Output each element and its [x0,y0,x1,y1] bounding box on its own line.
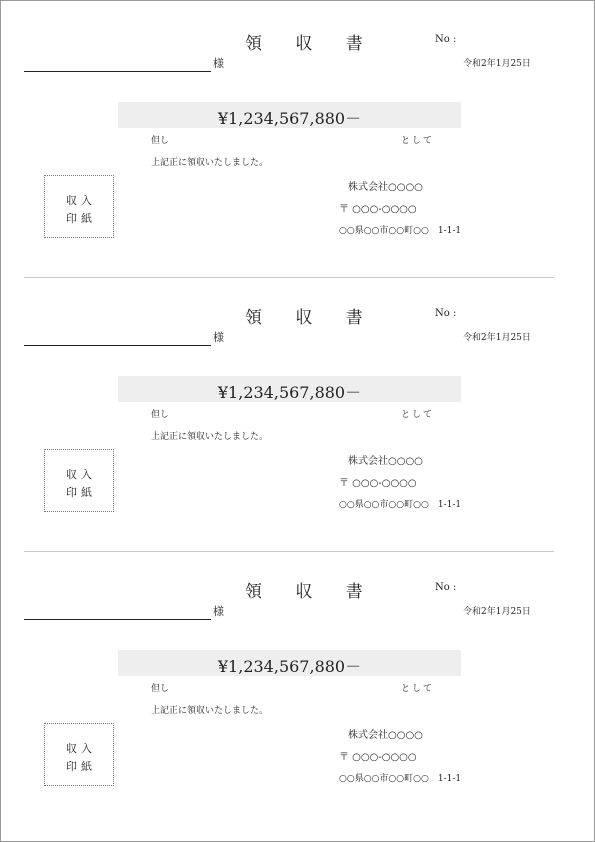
receipt-title: 領 収 書 [245,308,377,328]
receipt-number-label: No : [435,582,457,593]
revenue-stamp-box [44,723,114,786]
confirmation-text: 上記正に領収いたしました。 [151,706,269,716]
receipt-title: 領 収 書 [245,582,377,602]
issuer-postal-code: 〒 ○○○-○○○○ [339,204,417,215]
stamp-label-line1: 収入 [66,468,96,481]
receipt-title: 領 収 書 [245,34,377,54]
issuer-company: 株式会社○○○○ [348,456,423,467]
issuer-address: ○○県○○市○○町○○ 1-1-1 [339,774,462,784]
revenue-stamp-box [44,175,114,238]
receipt-1 [1,1,594,275]
memo-suffix: として [401,136,435,146]
receipt-date: 令和2年1月25日 [463,59,531,69]
memo-suffix: として [401,684,435,694]
addressee-line [24,345,211,346]
receipt-number-label: No : [435,34,457,45]
issuer-company: 株式会社○○○○ [348,730,423,741]
confirmation-text: 上記正に領収いたしました。 [151,432,269,442]
stamp-label-line2: 印紙 [66,212,96,225]
amount-value: ¥1,234,567,880－ [217,109,362,128]
addressee-honorific: 様 [213,605,224,618]
amount-box [118,650,461,676]
confirmation-text: 上記正に領収いたしました。 [151,158,269,168]
memo-prefix: 但し [151,410,170,420]
stamp-label-line1: 収入 [66,742,96,755]
amount-box [118,102,461,128]
addressee-honorific: 様 [213,57,224,70]
receipt-date: 令和2年1月25日 [463,333,531,343]
receipt-number-label: No : [435,308,457,319]
memo-prefix: 但し [151,684,170,694]
stamp-label-line2: 印紙 [66,486,96,499]
memo-prefix: 但し [151,136,170,146]
issuer-postal-code: 〒 ○○○-○○○○ [339,752,417,763]
issuer-postal-code: 〒 ○○○-○○○○ [339,478,417,489]
addressee-line [24,619,211,620]
revenue-stamp-box [44,449,114,512]
receipt-date: 令和2年1月25日 [463,607,531,617]
addressee-line [24,71,211,72]
receipt-3 [1,549,594,823]
amount-value: ¥1,234,567,880－ [217,383,362,402]
issuer-address: ○○県○○市○○町○○ 1-1-1 [339,500,462,510]
issuer-company: 株式会社○○○○ [348,182,423,193]
addressee-honorific: 様 [213,331,224,344]
amount-value: ¥1,234,567,880－ [217,657,362,676]
stamp-label-line2: 印紙 [66,760,96,773]
memo-suffix: として [401,410,435,420]
receipt-2 [1,275,594,549]
issuer-address: ○○県○○市○○町○○ 1-1-1 [339,226,462,236]
amount-box [118,376,461,402]
stamp-label-line1: 収入 [66,194,96,207]
